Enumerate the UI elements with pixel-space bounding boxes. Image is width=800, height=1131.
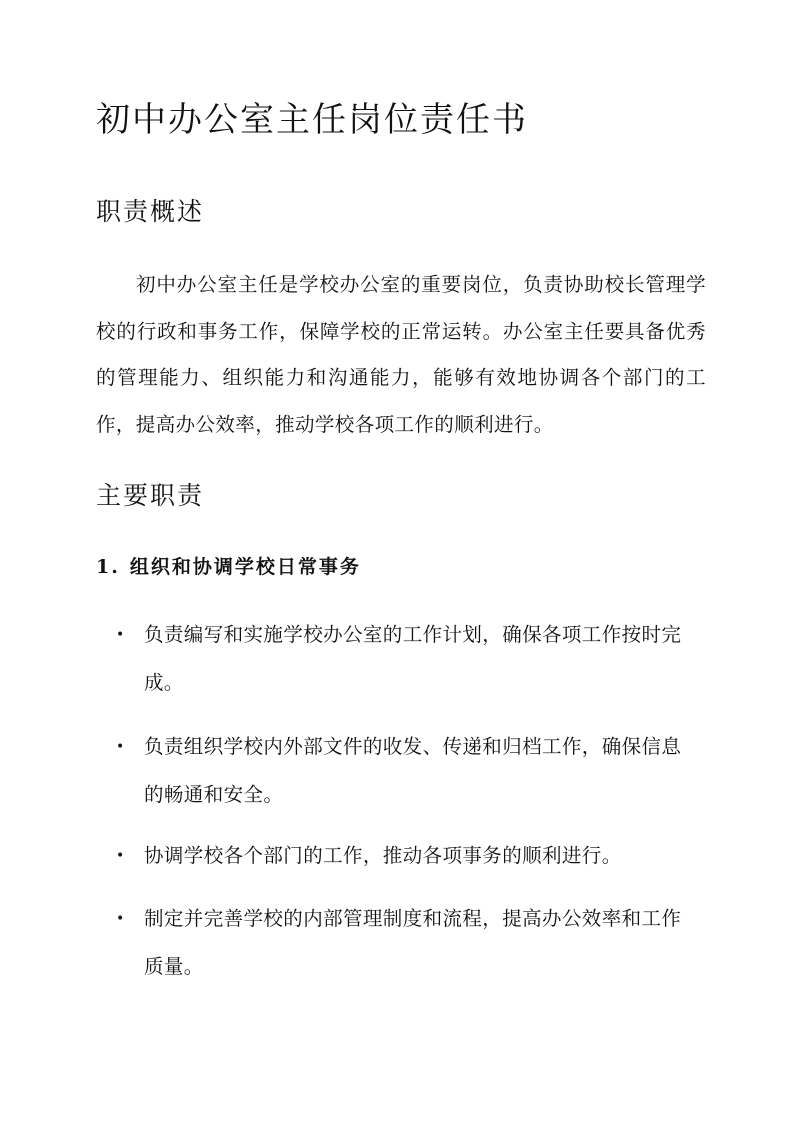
section-heading-main-duties: 主要职责 [96,481,205,510]
list-item-text: 制定并完善学校的内部管理制度和流程，提高办公效率和工作质量。 [144,907,682,978]
document-title: 初中办公室主任岗位责任书 [96,100,528,140]
overview-paragraph: 初中办公室主任是学校办公室的重要岗位，负责协助校长管理学校的行政和事务工作，保障学校的正常运转。办公室主任要具备优秀的管理能力、组织能力和沟通能力，能够有效地协调各个部门的工作，提高办公效率，推动学校各项工作的顺利进行。 [96,273,706,436]
subsection-heading [96,551,361,583]
subsection-number: 1. [96,556,120,578]
list-item-text: 负责编写和实施学校办公室的工作计划，确保各项工作按时完成。 [144,623,682,694]
list-item-text: 协调学校各个部门的工作，推动各项事务的顺利进行。 [144,844,622,867]
subsection-title: 组织和协调学校日常事务 [129,556,361,578]
list-item [96,723,706,819]
section-heading-overview: 职责概述 [96,197,205,226]
list-item [96,895,706,991]
list-item-text: 负责组织学校内外部文件的收发、传递和归档工作，确保信息的畅通和安全。 [144,735,682,806]
bullet-icon: • [116,627,125,643]
list-item [96,832,706,880]
list-item [96,611,706,707]
bullet-icon: • [116,848,125,864]
bullet-icon: • [116,911,125,927]
bullet-icon: • [116,739,125,755]
